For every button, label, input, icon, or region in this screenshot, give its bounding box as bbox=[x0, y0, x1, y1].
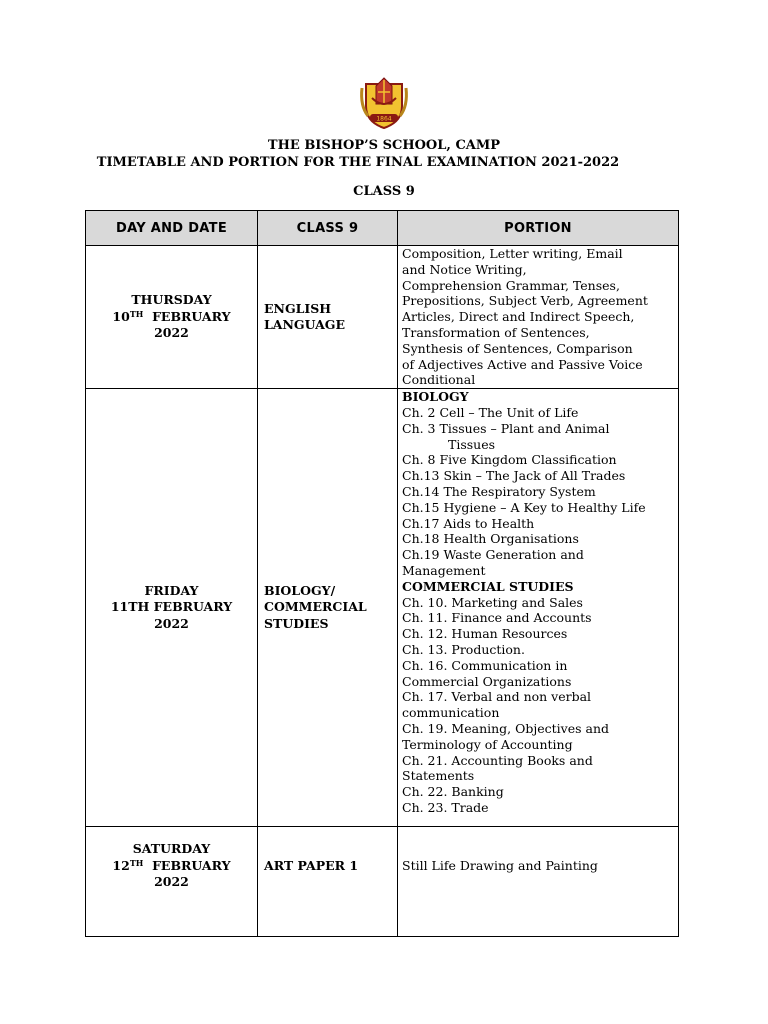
svg-text:1864: 1864 bbox=[376, 115, 392, 123]
document-title: TIMETABLE AND PORTION FOR THE FINAL EXAMINATION 2021-2022 bbox=[96, 155, 620, 170]
column-header-day: DAY AND DATE bbox=[86, 211, 258, 246]
table-header-row bbox=[86, 211, 679, 246]
day-date-cell bbox=[86, 827, 258, 937]
day-date-cell bbox=[86, 389, 258, 827]
table-row bbox=[86, 246, 679, 389]
year: 2022 bbox=[154, 874, 189, 890]
day-name: SATURDAY bbox=[132, 841, 211, 857]
day-date-cell bbox=[86, 246, 258, 389]
timetable-table bbox=[85, 210, 679, 937]
table-row bbox=[86, 389, 679, 827]
section-heading-commercial: COMMERCIAL STUDIES bbox=[402, 578, 574, 594]
portion-cell: Still Life Drawing and Painting bbox=[398, 827, 679, 937]
subject-cell: ENGLISH LANGUAGE bbox=[258, 246, 398, 389]
day-name: FRIDAY bbox=[144, 582, 199, 598]
school-crest-logo bbox=[358, 76, 410, 130]
year: 2022 bbox=[154, 325, 189, 341]
date: 12TH FEBRUARY bbox=[112, 857, 231, 873]
date: 11TH FEBRUARY bbox=[110, 599, 233, 615]
subject-cell: ART PAPER 1 bbox=[258, 827, 398, 937]
portion-cell: BIOLOGY Ch. 2 Cell – The Unit of Life Ch. 3 Tissues – Plant and Animal Tissues Ch. 8 Five Kingdom Classification Ch.13 Skin – The Jack of All Trades Ch.14 The Respiratory System Ch.15 Hygiene – A Key to Healthy Life Ch.17 Aids to Health Ch.18 Health Organisations Ch.19 Waste Generation and Management COMMERCIAL STUDIES Ch. 10. Marketing and Sales Ch. 11. Finance and Accounts Ch. 12. Human Resources Ch. 13. Production. Ch. 16. Communication in Commercial Organizations Ch. 17. Verbal and non verbal communication Ch. 19. Meaning, Objectives and Terminology of Accounting Ch. 21. Accounting Books and Statements Ch. 22. Banking Ch. 23. Trade bbox=[398, 389, 679, 827]
year: 2022 bbox=[154, 615, 189, 631]
school-name: THE BISHOP’S SCHOOL, CAMP bbox=[267, 138, 501, 153]
column-header-class: CLASS 9 bbox=[258, 211, 398, 246]
column-header-portion: PORTION bbox=[398, 211, 679, 246]
subject-cell: BIOLOGY/ COMMERCIAL STUDIES bbox=[258, 389, 398, 827]
portion-cell: Composition, Letter writing, Email and Notice Writing, Comprehension Grammar, Tenses, Prepositions, Subject Verb, Agreement Articles, Direct and Indirect Speech, Transformation of Sentences, Synthesis of Sentences, Comparison of Adjectives Active and Passive Voice Conditional bbox=[398, 246, 679, 389]
section-heading-biology: BIOLOGY bbox=[402, 389, 469, 405]
day-name: THURSDAY bbox=[131, 292, 212, 308]
class-heading: CLASS 9 bbox=[353, 184, 415, 199]
table-row bbox=[86, 827, 679, 937]
date: 10TH FEBRUARY bbox=[112, 308, 231, 324]
